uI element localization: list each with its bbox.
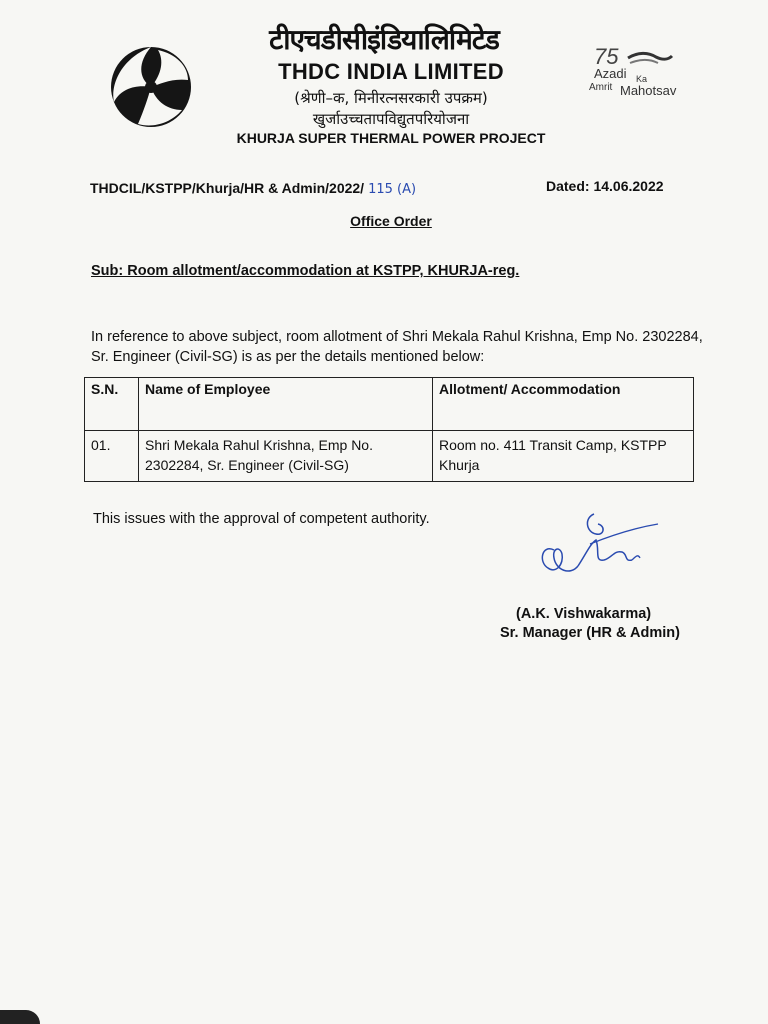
table-row bbox=[85, 431, 694, 482]
signatory-designation: Sr. Manager (HR & Admin) bbox=[500, 625, 680, 641]
company-title: THDC INDIA LIMITED bbox=[278, 59, 504, 84]
cell-allotment: Room no. 411 Transit Camp, KSTPP Khurja bbox=[433, 431, 694, 482]
order-date: Dated: 14.06.2022 bbox=[546, 178, 664, 194]
project-name: KHURJA SUPER THERMAL POWER PROJECT bbox=[236, 130, 546, 146]
cell-employee: Shri Mekala Rahul Krishna, Emp No. 2302284, Sr. Engineer (Civil-SG) bbox=[139, 431, 433, 482]
hindi-company-title: टीएचडीसीइंडियालिमिटेड bbox=[269, 23, 499, 56]
signature-image bbox=[534, 510, 664, 585]
signatory-name: (A.K. Vishwakarma) bbox=[516, 606, 652, 622]
approval-statement: This issues with the approval of competent authority. bbox=[93, 511, 430, 527]
allotment-table bbox=[84, 377, 694, 482]
reference-text: THDCIL/KSTPP/Khurja/HR & Admin/2022/ bbox=[90, 180, 365, 196]
reference-number bbox=[90, 180, 416, 197]
column-header-sn: S.N. bbox=[85, 378, 139, 431]
hindi-project-name: खुर्जाउच्चतापविद्युतपरियोजना bbox=[312, 110, 470, 128]
hindi-company-category: (श्रेणी–क, मिनीरत्नसरकारी उपक्रम) bbox=[294, 89, 488, 107]
body-paragraph: In reference to above subject, room allotment of Shri Mekala Rahul Krishna, Emp No. 2302284, Sr. Engineer (Civil-SG) is as per the details mentioned below: bbox=[91, 329, 703, 365]
cell-sn: 01. bbox=[85, 431, 139, 482]
subject-line: Sub: Room allotment/accommodation at KSTPP, KHURJA-reg. bbox=[91, 263, 520, 279]
scan-edge-shadow bbox=[0, 1010, 40, 1024]
column-header-allotment: Allotment/ Accommodation bbox=[433, 378, 694, 431]
azadi-ka-amrit-mahotsav-logo-icon: 75 Azadi Ka Amrit Mahotsav bbox=[589, 44, 677, 98]
document-title: Office Order bbox=[350, 213, 432, 229]
column-header-employee: Name of Employee bbox=[139, 378, 433, 431]
table-header-row bbox=[85, 378, 694, 431]
handwritten-reference-suffix: 115 (A) bbox=[368, 182, 417, 197]
